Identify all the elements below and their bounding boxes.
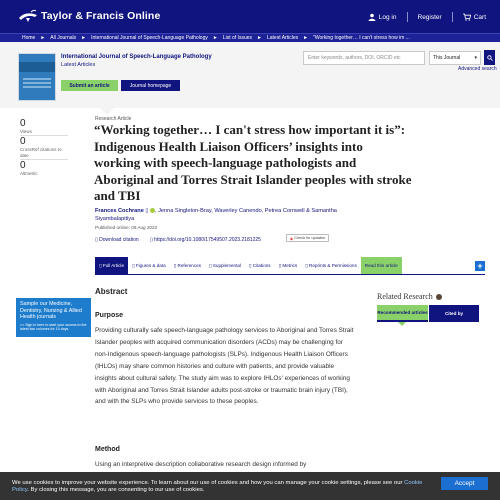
share-plus-button[interactable]: + <box>475 261 485 271</box>
tab-supplemental[interactable]: ▯ Supplemental <box>209 262 241 268</box>
promo-headline: Sample our Medicine, Dentistry, Nursing & Allied Health journals <box>20 301 82 320</box>
doi-label: https://doi.org/10.1080/17549507.2023.2181225 <box>154 237 261 243</box>
author-list <box>95 207 355 223</box>
crossref-count[interactable]: 0 <box>20 136 26 147</box>
tab-full-article[interactable]: ▯ Full Article <box>95 257 128 274</box>
download-icon: ▯ <box>95 237 98 243</box>
advanced-search-link[interactable]: Advanced search <box>458 66 497 72</box>
tab-read-article[interactable]: Read this article <box>361 257 402 274</box>
check-for-updates-button[interactable] <box>286 234 329 242</box>
submit-article-button[interactable]: Submit an article <box>61 80 118 91</box>
method-heading: Method <box>95 446 120 453</box>
views-count: 0 <box>20 118 26 129</box>
related-research-title: Related Research <box>377 292 442 301</box>
check-for-updates-label: Check for updates <box>294 236 326 240</box>
article-type: Research Article <box>95 116 132 122</box>
tab-citations[interactable]: ▯ Citations <box>248 262 271 268</box>
breadcrumb-current: "Working together… I can't stress how im ... <box>313 35 410 41</box>
tab-references[interactable]: ▯ References <box>173 262 202 268</box>
journal-title[interactable]: International Journal of Speech-Language Pathology <box>61 54 212 60</box>
search-scope-select[interactable] <box>429 51 481 65</box>
doi-link[interactable] <box>150 237 261 243</box>
chevron-down-icon: ▾ <box>474 55 477 61</box>
journal-cover[interactable] <box>18 53 56 101</box>
cart-link[interactable] <box>463 13 486 21</box>
user-icon <box>368 13 376 21</box>
journal-header <box>0 42 500 108</box>
cookie-policy-link[interactable]: Cookie Policy <box>12 480 423 494</box>
crossmark-icon: ◉ <box>289 236 294 241</box>
search-input[interactable]: Enter keywords, authors, DOI, ORCID etc <box>303 51 425 65</box>
download-citation-label: Download citation <box>99 237 139 243</box>
header-notch <box>100 108 114 115</box>
email-icon[interactable]: ▯ <box>145 208 149 214</box>
promo-banner[interactable] <box>16 298 91 337</box>
altmetric-label: Altmetric <box>20 171 38 176</box>
method-text: Using an interpretive description collaborative research design informed by <box>95 461 307 468</box>
views-label: Views <box>20 129 32 134</box>
link-icon: ▯ <box>150 237 153 243</box>
search-scope-value: This Journal <box>433 55 461 61</box>
tabs-underline <box>95 274 485 275</box>
cart-label: Cart <box>473 13 486 21</box>
journal-homepage-button[interactable]: Journal homepage <box>121 80 180 91</box>
cookie-banner <box>0 472 500 500</box>
login-label: Log in <box>378 13 397 21</box>
cart-icon <box>463 13 471 21</box>
tab-reprints[interactable]: ▯ Reprints & Permissions <box>305 262 357 268</box>
search-icon <box>487 55 493 61</box>
lamp-logo-icon <box>18 9 38 23</box>
register-label: Register <box>417 13 442 21</box>
tab-recommended-articles[interactable]: Recommended articles <box>377 305 428 322</box>
article-title: “Working together… I can't stress how important it is”: Indigenous Health Liaison Officers’ insights into working with speech-language pathologists and Aboriginal and Torres Strait Islander peoples with stroke and TBI <box>94 122 412 203</box>
abstract-heading: Abstract <box>95 287 128 296</box>
breadcrumb-home[interactable]: Home <box>22 35 36 41</box>
info-icon[interactable] <box>436 294 442 300</box>
cookie-message: We use cookies to improve your website experience. To learn about our use of cookies and how you can manage your cookie settings, please see our Cookie Policy. By closing this message, you are consenting to our use of cookies. <box>12 480 423 494</box>
breadcrumb-journal[interactable]: International Journal of Speech-Language Pathology <box>91 35 208 41</box>
first-author-link[interactable]: Frances Cochrane <box>95 208 144 214</box>
published-date: Published online: 09 Aug 2023 <box>95 225 158 230</box>
top-bar <box>0 0 500 33</box>
brand-logo[interactable] <box>18 9 160 23</box>
tab-metrics[interactable]: ▯ Metrics <box>278 262 298 268</box>
register-link[interactable] <box>418 14 442 21</box>
accept-cookies-button[interactable]: Accept <box>441 477 488 490</box>
purpose-text: Providing culturally safe speech-language pathology services to Aboriginal and Torres Strait Islander peoples with acquired communication disorders (ACDs) may be challenging for non-Indigenous speech-language pathologists (SLPs). Indigenous Health Liaison Officers (IHLOs) may share common histories and culture with patients, and provide valuable insights about cultural safety. The study aim was to explore IHLOs' experiences of working with Aboriginal and Torres Strait Islander adults post-stroke or traumatic brain injury (TBI), and with the SLPs who provide services to these peoples. <box>95 327 354 406</box>
breadcrumb-list-of-issues[interactable]: List of Issues <box>222 35 253 41</box>
article-tabs <box>95 257 402 274</box>
purpose-heading: Purpose <box>95 312 124 319</box>
search-button[interactable] <box>484 50 495 65</box>
promo-subtext: >> Sign in here to start your access to the latest two volumes for 14 days <box>20 322 87 331</box>
tab-cited-by[interactable]: Cited by <box>429 305 479 322</box>
tab-figures[interactable]: ▯ Figures & data <box>132 262 166 268</box>
breadcrumb-all-journals[interactable]: All Journals <box>50 35 77 41</box>
login-link[interactable] <box>368 13 397 21</box>
download-citation-link[interactable] <box>95 237 139 243</box>
breadcrumb-latest-articles[interactable]: Latest Articles <box>266 35 299 41</box>
brand-name: Taylor & Francis Online <box>41 10 161 22</box>
altmetric-count[interactable]: 0 <box>20 160 26 171</box>
journal-subtitle[interactable]: Latest Articles <box>61 62 96 68</box>
crossref-label: CrossRef citations to date <box>20 147 62 158</box>
other-authors[interactable]: , Jenna Singleton-Bray, Waverley Canendo, Petrea Cornwell & Samantha Siyambalapitiya <box>95 208 337 222</box>
breadcrumb: Home ► All Journals ► International Journal of Speech-Language Pathology ► List of Issues ► Latest Articles ► "Working together… I can't stress how im ... <box>0 33 500 42</box>
